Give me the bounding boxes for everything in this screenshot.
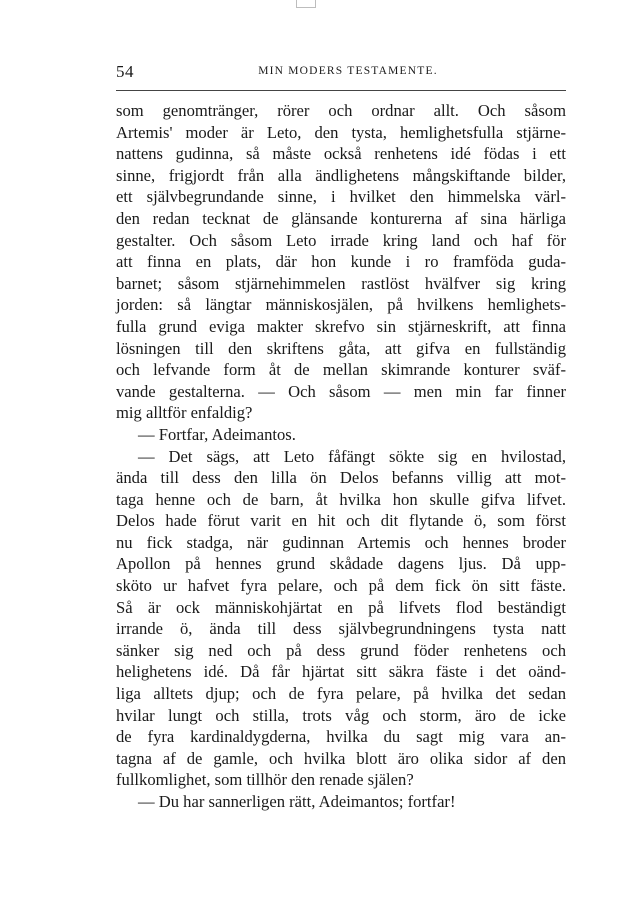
text-line: liga alltets djup; och de fyra pelare, på hvilka det sedan: [116, 684, 566, 704]
text-line: som genomtränger, rörer och ordnar allt. Och såsom: [116, 101, 566, 120]
page-header: [116, 62, 566, 86]
text-line: fulla grund eviga makter skrefvo sin stjärneskrift, att finna: [116, 316, 566, 336]
text-line: helighetens idé. Då får hjärtat sitt säkra fäste i det oänd-: [116, 662, 566, 682]
text-line: irrande ö, ända till dess självbegrundningens tysta natt: [116, 619, 566, 639]
text-line: ända till dess den lilla ön Delos befanns villig att mot-: [116, 468, 566, 488]
text-line: barnet; såsom stjärnehimmelen rastlöst hvälfver sig kring: [116, 273, 566, 293]
text-line: sänker sig ned och på dess grund föder renhetens och: [116, 640, 566, 660]
text-line: sköto ur hafvet fyra pelare, och på dem fick ön sitt fäste.: [116, 576, 566, 596]
text-line: ett självbegrundande sinne, i hvilket den himmelska värl-: [116, 187, 566, 207]
text-line: nu fick stadga, när gudinnan Artemis och hennes broder: [116, 532, 566, 552]
text-line: Delos hade förut varit en hit och dit flytande ö, som först: [116, 511, 566, 531]
text-line: de fyra kardinaldygderna, hvilka du sagt mig vara an-: [116, 727, 566, 747]
text-line: Apollon på hennes grund skådade dagens ljus. Då upp-: [116, 554, 566, 574]
text-line: — Du har sannerligen rätt, Adeimantos; fortfar!: [138, 792, 456, 811]
text-line: hvilar lungt och stilla, trots våg och storm, äro de icke: [116, 705, 566, 725]
text-line: Artemis' moder är Leto, den tysta, hemlighetsfulla stjärne-: [116, 122, 566, 142]
running-head: MIN MODERS TESTAMENTE.: [258, 65, 438, 77]
body-text: [116, 100, 566, 813]
text-line: vande gestalterna. — Och såsom — men min far finner: [116, 381, 566, 401]
text-line: fullkomlighet, som tillhör den renade själen?: [116, 770, 414, 790]
text-line: gestalter. Och såsom Leto irrade kring land och haf för: [116, 230, 566, 250]
text-line: jorden: så längtar människosjälen, på hvilkens hemlighets-: [116, 295, 566, 315]
text-line: mig alltför enfaldig?: [116, 403, 253, 423]
text-line: — Det sägs, att Leto fåfängt sökte sig en hvilostad,: [138, 446, 566, 466]
text-line: taga henne och de barn, åt hvilka hon skulle gifva lifvet.: [116, 489, 566, 509]
text-line: tagna af de gamle, och hvilka blott äro olika sidor af den: [116, 748, 566, 768]
header-rule: [116, 90, 566, 91]
text-line: Så är ock människohjärtat en på lifvets flod beständigt: [116, 597, 566, 617]
text-line: nattens gudinna, så måste också renhetens idé födas i ett: [116, 144, 566, 164]
text-line: lösningen till den skriftens gåta, att gifva en fullständig: [116, 338, 566, 358]
page-number: 54: [116, 62, 134, 81]
text-line: att finna en plats, där hon kunde i ro framföda guda-: [116, 252, 566, 272]
text-line: och lefvande form åt de mellan skimrande konturer sväf-: [116, 360, 566, 380]
text-line: den redan tecknat de glänsande konturerna af sina härliga: [116, 208, 566, 228]
scan-margin-mark: [296, 0, 316, 8]
text-line: sinne, frigjordt från alla ändlighetens mångskiftande bilder,: [116, 165, 566, 185]
text-line: — Fortfar, Adeimantos.: [138, 424, 296, 444]
